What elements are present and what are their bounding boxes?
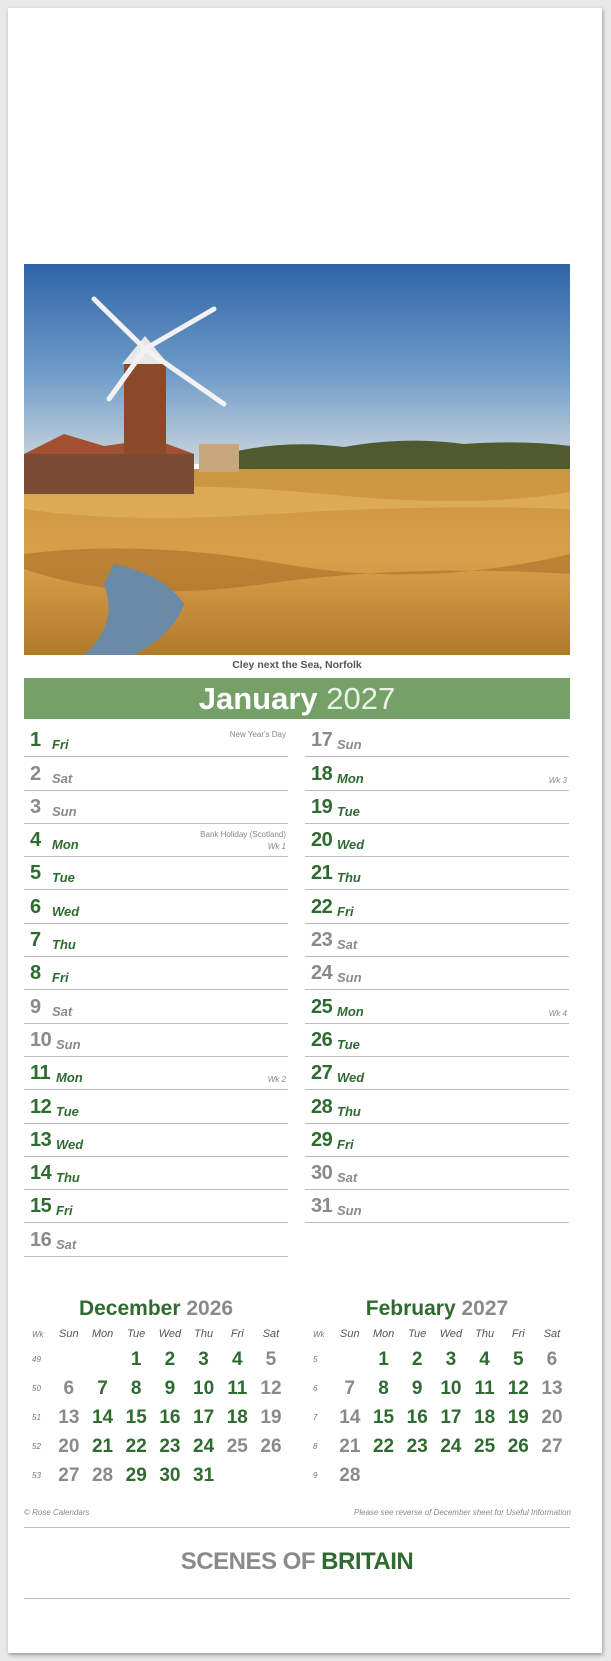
footer-note: Please see reverse of December sheet for Useful Information <box>354 1508 571 1517</box>
day-row <box>305 1090 569 1123</box>
day-number: 19 <box>311 795 333 818</box>
week-number: 49 <box>32 1355 41 1364</box>
mini-date: 16 <box>406 1406 428 1428</box>
mini-date: 16 <box>159 1406 181 1428</box>
day-row <box>24 1057 288 1090</box>
day-row <box>24 1223 288 1256</box>
day-row <box>24 924 288 957</box>
weekday-header: Fri <box>511 1328 525 1340</box>
brand-title <box>24 1548 570 1576</box>
mini-date: 14 <box>91 1406 114 1428</box>
mini-date: 18 <box>226 1406 248 1428</box>
month-name: January <box>198 681 318 716</box>
footer-divider-top <box>24 1527 570 1528</box>
day-number: 27 <box>311 1062 333 1085</box>
mini-date: 25 <box>474 1435 496 1457</box>
weekday-header: Tue <box>408 1328 427 1340</box>
mini-date: 22 <box>372 1435 395 1457</box>
day-number: 13 <box>30 1128 52 1151</box>
weekday-header: Sat <box>262 1328 280 1340</box>
day-number: 31 <box>311 1195 333 1218</box>
mini-date: 1 <box>378 1348 389 1370</box>
day-number: 3 <box>30 795 41 818</box>
mini-date: 29 <box>125 1464 147 1486</box>
day-row <box>305 1157 569 1190</box>
weekday-label: Sat <box>337 937 358 953</box>
mini-date: 23 <box>159 1435 181 1457</box>
day-row <box>305 990 569 1023</box>
day-row <box>24 890 288 923</box>
week-number: Wk 1 <box>267 842 286 852</box>
mini-date: 30 <box>159 1464 181 1486</box>
mini-date: 26 <box>260 1435 282 1457</box>
mini-week-row <box>24 1345 288 1374</box>
weekday-label: Sat <box>52 770 73 786</box>
weekday-label: Wed <box>337 1070 365 1086</box>
mini-date: 15 <box>125 1406 147 1428</box>
day-number: 9 <box>30 995 41 1018</box>
mini-month-year: 2026 <box>186 1297 234 1320</box>
day-number: 24 <box>311 962 333 985</box>
mini-date: 28 <box>91 1464 114 1486</box>
week-number: 51 <box>32 1413 41 1422</box>
weekday-label: Tue <box>337 803 360 819</box>
day-row <box>305 890 569 923</box>
day-number: 22 <box>311 895 333 918</box>
day-number: 1 <box>30 729 41 752</box>
day-row <box>305 724 569 757</box>
weekday-label: Sun <box>337 737 362 753</box>
mini-week-row <box>24 1374 288 1403</box>
weekday-label: Wed <box>56 1136 84 1152</box>
day-number: 30 <box>311 1162 333 1185</box>
weekday-label: Mon <box>337 1003 364 1019</box>
weekday-label: Fri <box>56 1203 73 1219</box>
mini-calendar-previous <box>24 1297 288 1490</box>
mini-date: 17 <box>440 1406 462 1428</box>
weekday-label: Wed <box>337 837 365 853</box>
mini-calendar-grid <box>24 1323 288 1490</box>
mini-date: 25 <box>226 1435 248 1457</box>
mini-date: 19 <box>507 1406 529 1428</box>
day-number: 20 <box>311 829 333 852</box>
days-column-right <box>305 724 569 1223</box>
mini-date: 23 <box>406 1435 428 1457</box>
day-row <box>305 1124 569 1157</box>
weekday-label: Thu <box>337 870 361 886</box>
week-number: Wk 2 <box>267 1075 286 1085</box>
mini-date: 2 <box>164 1348 176 1370</box>
day-row <box>305 924 569 957</box>
mini-date: 27 <box>541 1435 563 1457</box>
mini-header-row <box>24 1323 288 1345</box>
day-row <box>305 857 569 890</box>
mini-date: 20 <box>58 1435 80 1457</box>
mini-date: 2 <box>411 1348 423 1370</box>
day-row <box>24 757 288 790</box>
day-number: 14 <box>30 1162 52 1185</box>
mini-date: 1 <box>130 1348 142 1370</box>
day-row <box>305 1057 569 1090</box>
day-number: 17 <box>311 729 333 752</box>
day-row <box>24 1157 288 1190</box>
weekday-header: Mon <box>372 1328 395 1340</box>
mini-date: 12 <box>260 1377 282 1399</box>
mini-week-row <box>305 1403 569 1432</box>
weekday-label: Fri <box>337 1136 354 1152</box>
week-number: 7 <box>313 1413 318 1422</box>
mini-date: 11 <box>227 1377 248 1399</box>
mini-date: 28 <box>339 1464 361 1486</box>
mini-header-row <box>305 1323 569 1345</box>
day-number: 6 <box>30 895 41 918</box>
weekday-header: Fri <box>230 1328 244 1340</box>
weekday-header: Thu <box>194 1328 214 1340</box>
weekday-label: Mon <box>337 770 364 786</box>
weekday-label: Sat <box>337 1170 358 1186</box>
weekday-label: Fri <box>337 903 354 919</box>
weekday-label: Sun <box>337 1203 362 1219</box>
day-row <box>24 724 288 757</box>
day-number: 21 <box>311 862 333 885</box>
mini-date: 22 <box>125 1435 147 1457</box>
weekday-header: Wed <box>439 1328 463 1340</box>
week-number: Wk 4 <box>548 1008 567 1018</box>
holiday-note: New Year's Day <box>229 730 286 739</box>
mini-week-row <box>305 1345 569 1374</box>
mini-date: 10 <box>440 1377 462 1399</box>
mini-date: 24 <box>193 1435 215 1457</box>
mini-date: 13 <box>58 1406 80 1428</box>
day-row <box>24 824 288 857</box>
mini-date: 3 <box>198 1348 209 1370</box>
mini-week-row <box>24 1403 288 1432</box>
day-number: 26 <box>311 1028 333 1051</box>
mini-date: 6 <box>63 1377 75 1399</box>
weekday-label: Wed <box>52 903 80 919</box>
mini-date: 21 <box>339 1435 361 1457</box>
mini-date: 4 <box>231 1348 243 1370</box>
mini-date: 14 <box>339 1406 361 1428</box>
mini-week-row <box>305 1374 569 1403</box>
weekday-label: Mon <box>52 837 79 853</box>
day-number: 11 <box>30 1062 51 1085</box>
day-row <box>305 1024 569 1057</box>
day-row <box>24 1024 288 1057</box>
weekday-label: Thu <box>337 1103 361 1119</box>
mini-date: 11 <box>474 1377 495 1399</box>
day-number: 29 <box>311 1128 333 1151</box>
day-number: 8 <box>30 962 41 985</box>
mini-week-row <box>24 1432 288 1461</box>
week-number: Wk 3 <box>548 775 567 785</box>
day-row <box>24 791 288 824</box>
mini-week-row <box>305 1461 569 1490</box>
day-number: 4 <box>30 829 41 852</box>
mini-date: 26 <box>507 1435 529 1457</box>
week-number: 8 <box>313 1442 318 1451</box>
mini-week-row <box>24 1461 288 1490</box>
holiday-note: Bank Holiday (Scotland) <box>200 829 286 839</box>
day-row <box>305 957 569 990</box>
weekday-label: Thu <box>52 937 76 953</box>
day-number: 12 <box>30 1095 52 1118</box>
brand-prefix: SCENES OF <box>180 1548 322 1575</box>
week-number: 53 <box>32 1471 41 1480</box>
mini-date: 7 <box>97 1377 108 1399</box>
photo-caption: Cley next the Sea, Norfolk <box>232 659 362 671</box>
day-number: 2 <box>30 762 41 785</box>
brand-highlight: BRITAIN <box>321 1548 414 1575</box>
mini-calendar-title <box>305 1297 569 1321</box>
week-number: 6 <box>313 1384 318 1393</box>
landscape-photo <box>24 264 570 655</box>
weekday-label: Sun <box>337 970 362 986</box>
day-row <box>305 824 569 857</box>
day-row <box>24 990 288 1023</box>
mini-date: 31 <box>193 1464 215 1486</box>
weekday-label: Thu <box>56 1170 80 1186</box>
mini-date: 6 <box>546 1348 558 1370</box>
weekday-label: Tue <box>337 1036 360 1052</box>
day-row <box>305 1190 569 1223</box>
month-banner <box>24 678 570 719</box>
weekday-label: Fri <box>52 737 69 753</box>
weekday-label: Tue <box>56 1103 79 1119</box>
weekday-label: Sat <box>56 1236 77 1252</box>
week-column-header: Wk <box>313 1329 325 1339</box>
day-number: 28 <box>311 1095 333 1118</box>
day-row <box>305 757 569 790</box>
day-number: 10 <box>30 1028 52 1051</box>
week-number: 5 <box>313 1355 318 1364</box>
mini-date: 19 <box>260 1406 282 1428</box>
footer-divider-bottom <box>24 1598 570 1599</box>
day-number: 18 <box>311 762 333 785</box>
mini-date: 8 <box>378 1377 389 1399</box>
week-column-header: Wk <box>32 1329 44 1339</box>
copyright-text: © Rose Calendars <box>24 1508 90 1517</box>
mini-date: 7 <box>344 1377 356 1399</box>
mini-date: 18 <box>474 1406 496 1428</box>
month-year: 2027 <box>326 681 396 716</box>
mini-calendar-next <box>305 1297 569 1490</box>
day-number: 25 <box>311 995 333 1018</box>
day-number: 16 <box>30 1228 52 1251</box>
mini-date: 12 <box>507 1377 529 1399</box>
days-column-left <box>24 724 288 1257</box>
weekday-label: Sun <box>56 1036 81 1052</box>
mini-calendar-title <box>24 1297 288 1321</box>
day-number: 15 <box>30 1195 52 1218</box>
mini-date: 5 <box>512 1348 524 1370</box>
weekday-label: Mon <box>56 1070 83 1086</box>
mini-calendar-grid <box>305 1323 569 1490</box>
weekday-header: Sun <box>340 1328 360 1340</box>
mini-month-year: 2027 <box>461 1297 509 1320</box>
mini-date: 17 <box>193 1406 215 1428</box>
weekday-label: Fri <box>52 970 69 986</box>
mini-month-name: February <box>365 1297 456 1320</box>
day-row <box>305 791 569 824</box>
mini-month-name: December <box>78 1297 181 1320</box>
day-row <box>24 957 288 990</box>
day-row <box>24 857 288 890</box>
day-number: 23 <box>311 929 333 952</box>
day-row <box>24 1124 288 1157</box>
mini-date: 8 <box>130 1377 142 1399</box>
mini-date: 5 <box>265 1348 277 1370</box>
mini-date: 15 <box>372 1406 395 1428</box>
day-number: 5 <box>30 862 41 885</box>
mini-date: 13 <box>541 1377 563 1399</box>
mini-date: 27 <box>58 1464 80 1486</box>
weekday-label: Sat <box>52 1003 73 1019</box>
mini-date: 4 <box>479 1348 490 1370</box>
mini-date: 24 <box>440 1435 462 1457</box>
mini-date: 20 <box>541 1406 563 1428</box>
week-number: 52 <box>32 1442 41 1451</box>
weekday-label: Tue <box>52 870 75 886</box>
day-number: 7 <box>30 929 41 952</box>
weekday-header: Tue <box>127 1328 146 1340</box>
mini-week-row <box>305 1432 569 1461</box>
mini-date: 3 <box>445 1348 457 1370</box>
mini-date: 10 <box>193 1377 215 1399</box>
weekday-label: Sun <box>52 803 77 819</box>
week-number: 9 <box>313 1471 318 1480</box>
weekday-header: Mon <box>91 1328 114 1340</box>
mini-date: 21 <box>91 1435 114 1457</box>
week-number: 50 <box>32 1384 41 1393</box>
day-row <box>24 1190 288 1223</box>
weekday-header: Sun <box>59 1328 79 1340</box>
weekday-header: Wed <box>158 1328 182 1340</box>
day-row <box>24 1090 288 1123</box>
weekday-header: Thu <box>475 1328 495 1340</box>
mini-date: 9 <box>411 1377 423 1399</box>
mini-date: 9 <box>164 1377 176 1399</box>
weekday-header: Sat <box>543 1328 561 1340</box>
